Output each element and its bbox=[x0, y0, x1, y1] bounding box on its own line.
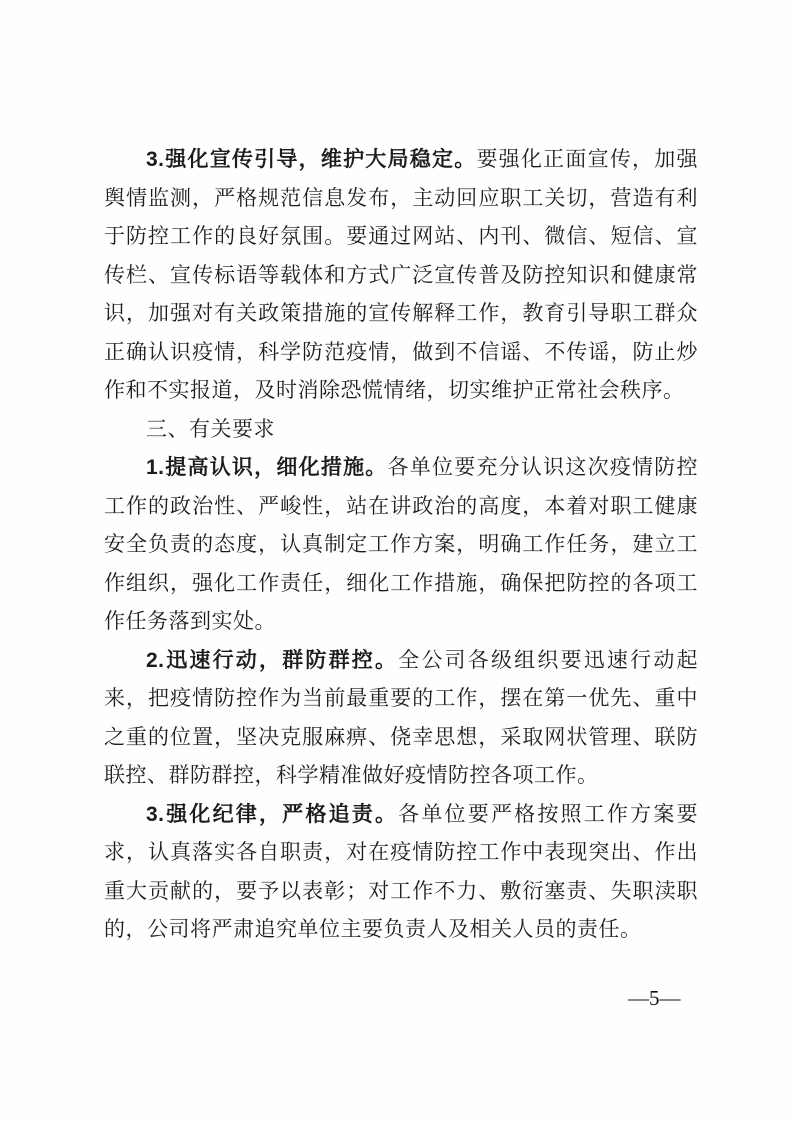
paragraph-discipline-lead: 3.强化纪律，严格追责。 bbox=[146, 802, 399, 826]
paragraph-publicity-lead: 3.强化宣传引导，维护大局稳定。 bbox=[146, 148, 477, 171]
paragraph-action-body: 全公司各级组织要迅速行动起来，把疫情防控作为当前最重要的工作，摆在第一优先、重中之重的位置，坚决克服麻痹、侥幸思想，采取网状管理、联防联控、群防群控，科学精准做好疫情防控各项工作。 bbox=[104, 648, 699, 787]
paragraph-publicity-body: 要强化正面宣传，加强舆情监测，严格规范信息发布，主动回应职工关切，营造有利于防控工作的良好氛围。要通过网站、内刊、微信、短信、宣传栏、宣传标语等载体和方式广泛宣传普及防控知识和健康常识，加强对有关政策措施的宣传解释工作，教育引导职工群众正确认识疫情，科学防范疫情，做到不信谣、不传谣，防止炒作和不实报道，及时消除恐慌情绪，切实维护正常社会秩序。 bbox=[104, 148, 699, 402]
paragraph-discipline-accountability bbox=[104, 796, 698, 950]
paragraph-swift-action bbox=[104, 642, 698, 796]
document-text-block bbox=[104, 141, 698, 950]
paragraph-action-lead: 2.迅速行动，群防群控。 bbox=[146, 648, 399, 672]
paragraph-awareness-lead: 1.提高认识，细化措施。 bbox=[146, 456, 388, 479]
page-number: —5— bbox=[628, 986, 681, 1010]
paragraph-publicity-guidance bbox=[104, 141, 698, 411]
section-heading-requirements: 三、有关要求 bbox=[146, 417, 275, 441]
paragraph-raise-awareness bbox=[104, 449, 698, 642]
paragraph-discipline-body: 各单位要严格按照工作方案要求，认真落实各自职责，对在疫情防控工作中表现突出、作出重大贡献的，要予以表彰；对工作不力、敷衍塞责、失职渎职的，公司将严肃追究单位主要负责人及相关人员的责任。 bbox=[104, 802, 699, 941]
paragraph-awareness-body: 各单位要充分认识这次疫情防控工作的政治性、严峻性，站在讲政治的高度，本着对职工健康安全负责的态度，认真制定工作方案，明确工作任务，建立工作组织，强化工作责任，细化工作措施，确保把防控的各项工作任务落到实处。 bbox=[104, 456, 699, 633]
